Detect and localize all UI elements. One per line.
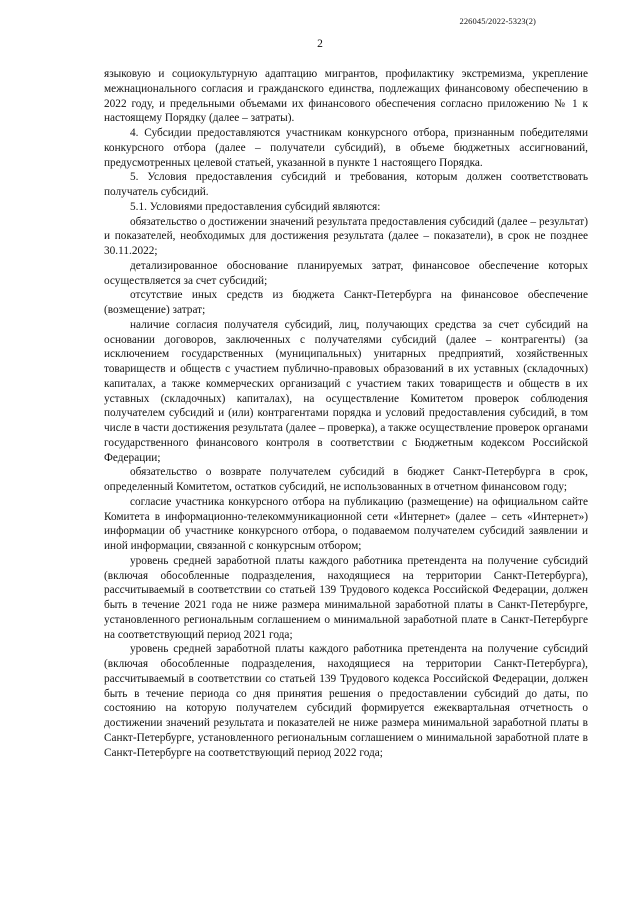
paragraph-item-4: 4. Субсидии предоставляются участникам конкурсного отбора, признанным победителями конкурсного отбора (далее – получатели субсидий), в объеме бюджетных ассигнований, предусмотренных целевой статьей, указанной в пункте 1 настоящего Порядка.	[104, 127, 588, 169]
paragraph-condition-no-other-funds: отсутствие иных средств из бюджета Санкт-Петербурга на финансовое обеспечение (возмещение) затрат;	[104, 289, 588, 316]
paragraph-condition-consent-audit: наличие согласия получателя субсидий, лиц, получающих средства за счет субсидий на основании договоров, заключенных с получателями субсидий (далее – контрагенты) (за исключением государственных (муниципальных) унитарных предприятий, хозяйственных товариществ и обществ с участием публично-правовых образований в их уставных (складочных) капиталах, а также коммерческих организаций с участием таких товариществ и обществ в их уставных (складочных) капиталах), на осуществление Комитетом проверок соблюдения получателем субсидий и (или) контрагентами порядка и условий предоставления субсидий, в том числе в части достижения результата (далее – проверка), а также осуществление проверок органами государственного финансового контроля в соответствии с Бюджетным кодексом Российской Федерации;	[104, 318, 588, 464]
paragraph-condition-salary-2021: уровень средней заработной платы каждого работника претендента на получение субсидий (включая обособленные подразделения, находящиеся на территории Санкт-Петербурга), рассчитываемый в соответствии со статьей 139 Трудового кодекса Российской Федерации, должен быть в течение 2021 года не ниже размера минимальной заработной платы в Санкт-Петербурге, установленного региональным соглашением о минимальной заработной плате в Санкт-Петербурге на соответствующий период 2021 года;	[104, 554, 588, 641]
paragraph-condition-cost-justification: детализированное обоснование планируемых затрат, финансовое обеспечение которых осуществляется за счет субсидий;	[104, 259, 588, 287]
paragraph-condition-result-obligation: обязательство о достижении значений результата предоставления субсидий (далее – результат) и показателей, необходимых для достижения результата (далее – показатели), в срок не позднее 30.11.2022;	[104, 215, 588, 257]
document-registration-number: 226045/2022-5323(2)	[459, 16, 536, 26]
paragraph-condition-return-obligation: обязательство о возврате получателем субсидий в бюджет Санкт-Петербурга в срок, определенный Комитетом, остатков субсидий, не использованных в отчетном финансовом году;	[104, 466, 588, 493]
paragraph-item-5: 5. Условия предоставления субсидий и требования, которым должен соответствовать получатель субсидий.	[104, 171, 588, 198]
document-body	[104, 67, 588, 760]
paragraph-item-5-1: 5.1. Условиями предоставления субсидий являются:	[130, 200, 381, 213]
paragraph-condition-publication-consent: согласие участника конкурсного отбора на публикацию (размещение) на официальном сайте Комитета в информационно-телекоммуникационной сети «Интернет» (далее – сеть «Интернет») информации об участнике конкурсного отбора, о подаваемом получателем субсидий заявлении и иной информации, связанной с конкурсным отбором;	[104, 495, 588, 552]
paragraph-continuation: языковую и социокультурную адаптацию мигрантов, профилактику экстремизма, укрепление межнационального согласия и гражданского единства, подлежащих финансовому обеспечению в 2022 году, и предельными объемами их финансового обеспечения согласно приложению № 1 к настоящему Порядку (далее – затраты).	[104, 68, 588, 125]
paragraph-condition-salary-2022: уровень средней заработной платы каждого работника претендента на получение субсидий (включая обособленные подразделения, находящиеся на территории Санкт-Петербурга), рассчитываемый в соответствии со статьей 139 Трудового кодекса Российской Федерации, должен быть в течение периода со дня принятия решения о предоставлении субсидий до даты, по состоянию на которую получателем субсидий формируется ежеквартальная отчетность о достижении значений результата и показателей не ниже размера минимальной заработной платы в Санкт-Петербурге, установленного региональным соглашением о минимальной заработной плате в Санкт-Петербурге на соответствующий период 2022 года;	[104, 643, 588, 759]
page-number: 2	[317, 38, 323, 50]
